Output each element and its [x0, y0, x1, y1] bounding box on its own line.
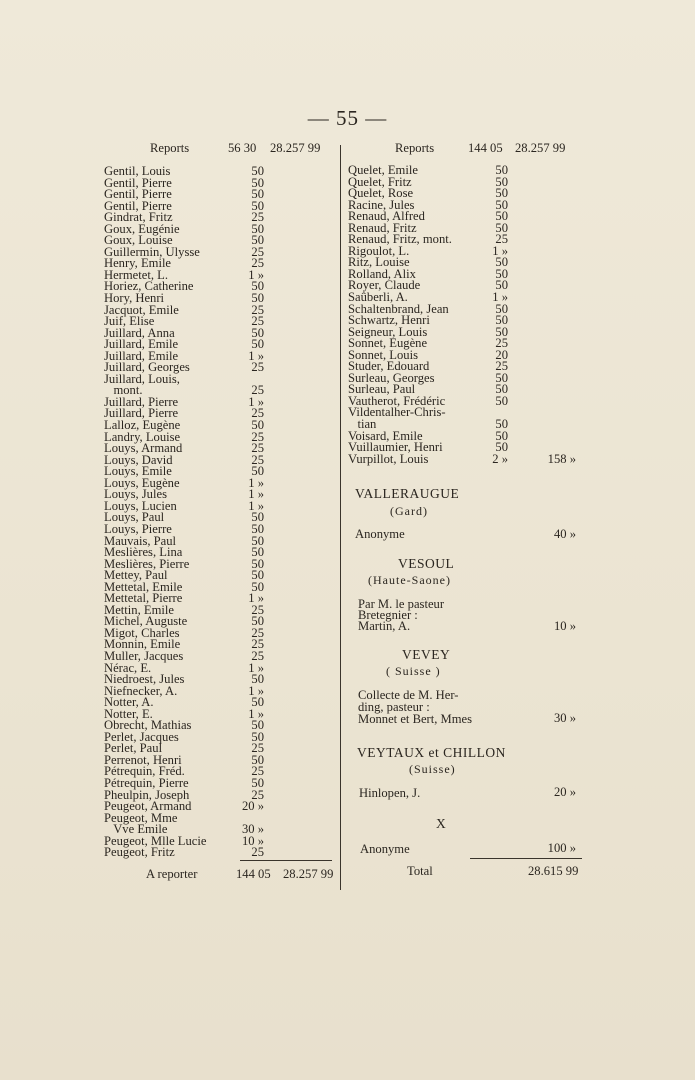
- donor-name: Vautherot, Frédéric: [348, 393, 446, 408]
- left-subtotal-rule: [240, 860, 332, 861]
- donor-name: Gentil, Pierre: [104, 198, 172, 213]
- donor-amount: 50: [251, 579, 264, 594]
- donor-name: Juillard, Emile: [104, 337, 179, 352]
- donor-name: Surleau, Paul: [348, 382, 416, 397]
- donor-name: Quelet, Fritz: [348, 174, 412, 189]
- donor-name: Quelet, Emile: [348, 163, 418, 177]
- donor-name: Gentil, Pierre: [104, 187, 172, 202]
- donor-amount: 25: [251, 383, 264, 398]
- section-subtitle: ( Suisse ): [386, 664, 441, 678]
- donor-amount: 50: [251, 775, 264, 790]
- donor-amount: 50: [251, 187, 264, 202]
- section-line: Hinlopen, J.: [359, 786, 421, 800]
- donor-name: Migot, Charles: [104, 625, 180, 640]
- section-subtitle: (Suisse): [409, 762, 456, 776]
- left-reports-label: Reports: [150, 141, 190, 155]
- donor-amount: 50: [251, 718, 264, 733]
- donor-amount: 1 »: [492, 243, 508, 258]
- donor-name: Mettetal, Pierre: [104, 591, 183, 606]
- donor-name: Schaltenbrand, Jean: [348, 301, 449, 316]
- donor-amount: 50: [495, 197, 508, 212]
- donor-name: Obrecht, Mathias: [104, 718, 192, 733]
- donor-name: Notter, A.: [104, 695, 154, 710]
- donor-name: Peugeot, Mlle Lucie: [104, 833, 207, 848]
- donor-amount: 50: [495, 324, 508, 339]
- donor-amount: 1 »: [248, 487, 264, 502]
- donor-amount: 50: [495, 428, 508, 443]
- section-line: Par M. le pasteur: [358, 597, 445, 611]
- donor-name: Perrenot, Henri: [104, 752, 182, 767]
- section-title: VEYTAUX et CHILLON: [357, 745, 506, 760]
- donor-amount: 25: [251, 429, 264, 444]
- section-amount: 10 »: [553, 619, 576, 633]
- left-footer-v1: 144 05: [236, 867, 271, 881]
- donor-name: Louys, Emile: [104, 464, 172, 479]
- donor-name: Mettin, Emile: [104, 602, 174, 617]
- donor-amount: 30 »: [241, 822, 264, 837]
- donor-name: Royer, Claude: [348, 278, 421, 293]
- donor-name: Horiez, Catherine: [104, 279, 194, 294]
- donor-amount: 25: [251, 406, 264, 421]
- donor-amount: 50: [495, 440, 508, 455]
- donor-amount: 25: [495, 232, 508, 247]
- section-title: X: [436, 816, 447, 831]
- donor-name: Juillard, Georges: [104, 360, 190, 375]
- donor-amount: 50: [251, 614, 264, 629]
- donor-amount: 50: [251, 279, 264, 294]
- donor-amount: 50: [251, 291, 264, 306]
- section-amount: 40 »: [553, 527, 576, 541]
- donor-amount: 1 »: [248, 475, 264, 490]
- donor-amount: 1 »: [248, 683, 264, 698]
- donor-amount: 50: [495, 313, 508, 328]
- donor-name: Mettey, Paul: [104, 568, 168, 583]
- section-amount: 30 »: [553, 711, 576, 725]
- donor-name: Vurpillot, Louis: [348, 451, 429, 466]
- donor-amount: 25: [251, 256, 264, 271]
- donor-name: Juillard, Pierre: [104, 394, 179, 409]
- donor-amount: 50: [251, 729, 264, 744]
- section-amount: 20 »: [553, 785, 576, 799]
- donor-name: Muller, Jacques: [104, 648, 184, 663]
- donor-name: Sonnet, Louis: [348, 347, 418, 362]
- right-reports-label: Reports: [395, 141, 435, 155]
- donor-name: Pétrequin, Fréd.: [104, 764, 185, 779]
- donor-name: tian: [348, 417, 377, 432]
- donor-amount: 50: [495, 220, 508, 235]
- donor-name: Vuillaumier, Henri: [348, 440, 443, 455]
- donor-name: Vve Emile: [104, 822, 168, 837]
- donor-name: Saûberli, A.: [348, 290, 408, 305]
- donor-amount: 50: [251, 233, 264, 248]
- donor-name: Niefnecker, A.: [104, 683, 178, 698]
- donor-amount: 20 »: [241, 799, 264, 814]
- right-reports-v1: 144 05: [468, 141, 503, 155]
- donor-amount: 50: [495, 174, 508, 189]
- donor-name: Louys, Pierre: [104, 521, 172, 536]
- donor-name: Louys, Armand: [104, 441, 183, 456]
- donor-amount: 50: [251, 545, 264, 560]
- donor-amount: 50: [251, 337, 264, 352]
- donor-amount: 25: [495, 359, 508, 374]
- donor-amount: 50: [495, 301, 508, 316]
- donor-amount: 25: [251, 845, 264, 860]
- donor-name: Renaud, Fritz, mont.: [348, 232, 452, 247]
- donor-name: Louys, Eugène: [104, 475, 180, 490]
- left-reports-v2: 28.257 99: [270, 141, 321, 155]
- donor-name: Juillard, Emile: [104, 348, 179, 363]
- donor-amount: 50: [251, 672, 264, 687]
- section-line: Collecte de M. Her-: [358, 688, 459, 702]
- donor-name: Hermetet, L.: [104, 267, 168, 282]
- column-divider: [340, 145, 341, 890]
- section-line: Anonyme: [360, 842, 410, 856]
- donor-name: Surleau, Georges: [348, 370, 435, 385]
- donor-amount: 50: [251, 695, 264, 710]
- donor-amount: 25: [251, 741, 264, 756]
- donor-name: Renaud, Alfred: [348, 209, 425, 224]
- donor-amount: 50: [495, 278, 508, 293]
- donor-amount: 25: [251, 602, 264, 617]
- page-number: — 55 —: [307, 106, 388, 130]
- donor-amount: 20: [495, 347, 508, 362]
- donor-name: Pétrequin, Pierre: [104, 775, 189, 790]
- donor-amount: 50: [495, 209, 508, 224]
- donor-amount: 25: [251, 625, 264, 640]
- donor-amount: 50: [495, 163, 508, 177]
- donor-amount: 25: [251, 314, 264, 329]
- donor-name: Peugeot, Fritz: [104, 845, 175, 860]
- donor-amount: 50: [251, 464, 264, 479]
- donor-name: Ritz, Louise: [348, 255, 410, 270]
- donor-amount: 1 »: [248, 348, 264, 363]
- section-line: Martin, A.: [358, 619, 411, 633]
- donor-amount: 50: [495, 382, 508, 397]
- donor-name: Niedroest, Jules: [104, 672, 185, 687]
- donor-amount: 25: [251, 302, 264, 317]
- donor-name: Vildentalher-Chris-: [348, 405, 446, 420]
- donor-name: mont.: [104, 383, 143, 398]
- donor-name: Rigoulot, L.: [348, 243, 410, 258]
- donor-name: Juif, Elise: [104, 314, 155, 329]
- donor-amount: 1 »: [248, 498, 264, 513]
- donor-name: Juillard, Pierre: [104, 406, 179, 421]
- donor-amount: 50: [251, 325, 264, 340]
- section-subtitle: (Haute-Saone): [368, 573, 451, 587]
- donor-name: Gindrat, Fritz: [104, 210, 173, 225]
- donor-amount: 50: [251, 533, 264, 548]
- section-line: Monnet et Bert, Mmes: [358, 712, 473, 726]
- donor-name: Landry, Louise: [104, 429, 181, 444]
- donor-amount: 50: [495, 393, 508, 408]
- donor-name: Hory, Henri: [104, 291, 165, 306]
- right-donor-list: [348, 165, 588, 465]
- section-line: Anonyme: [355, 527, 405, 541]
- donor-name: Juillard, Louis,: [104, 371, 180, 386]
- donor-amount: 50: [251, 418, 264, 433]
- donor-name: Mauvais, Paul: [104, 533, 177, 548]
- donor-name: Henry, Emile: [104, 256, 172, 271]
- section-amount: 100 »: [547, 841, 576, 855]
- donor-name: Racine, Jules: [348, 197, 415, 212]
- donor-name: Jacquot, Emile: [104, 302, 179, 317]
- running-total: 158 »: [547, 451, 576, 466]
- donor-amount: 50: [251, 510, 264, 525]
- donor-amount: 50: [495, 266, 508, 281]
- donor-amount: 50: [495, 370, 508, 385]
- donor-name: Pheulpin, Joseph: [104, 787, 190, 802]
- donor-amount: 50: [251, 568, 264, 583]
- donor-name: Gentil, Pierre: [104, 175, 172, 190]
- section-title: VEVEY: [402, 647, 451, 662]
- donor-name: Voisard, Emile: [348, 428, 423, 443]
- donor-amount: 25: [251, 637, 264, 652]
- donor-amount: 1 »: [248, 591, 264, 606]
- donor-name: Quelet, Rose: [348, 186, 414, 201]
- donor-name: Mettetal, Emile: [104, 579, 183, 594]
- right-total-rule: [470, 858, 582, 859]
- donor-name: Renaud, Fritz: [348, 220, 417, 235]
- donor-name: Meslières, Lina: [104, 545, 183, 560]
- donor-amount: 1 »: [248, 267, 264, 282]
- list-item: [348, 407, 588, 419]
- donor-amount: 25: [251, 360, 264, 375]
- donor-amount: 25: [251, 764, 264, 779]
- donor-name: Studer, Edouard: [348, 359, 430, 374]
- donor-amount: 25: [251, 441, 264, 456]
- donor-amount: 50: [495, 417, 508, 432]
- donor-name: Juillard, Anna: [104, 325, 175, 340]
- section-title: VALLERAUGUE: [355, 486, 460, 501]
- donor-amount: 25: [251, 787, 264, 802]
- donor-name: Nérac, E.: [104, 660, 152, 675]
- donor-name: Perlet, Jacques: [104, 729, 179, 744]
- donor-name: Louys, Paul: [104, 510, 165, 525]
- section-subtitle: (Gard): [390, 504, 428, 518]
- donor-amount: 50: [251, 752, 264, 767]
- donor-name: Goux, Louise: [104, 233, 173, 248]
- donor-name: Goux, Eugénie: [104, 221, 180, 236]
- donor-name: Louys, Lucien: [104, 498, 177, 513]
- left-footer-v2: 28.257 99: [283, 867, 334, 881]
- donor-name: Gentil, Louis: [104, 164, 171, 178]
- donor-amount: 50: [251, 198, 264, 213]
- donor-amount: 25: [251, 648, 264, 663]
- donor-amount: 50: [251, 175, 264, 190]
- donor-name: Peugeot, Mme: [104, 810, 178, 825]
- donor-name: Seigneur, Louis: [348, 324, 428, 339]
- section-title: VESOUL: [398, 556, 455, 571]
- donor-name: Peugeot, Armand: [104, 799, 192, 814]
- donor-amount: 1 »: [248, 660, 264, 675]
- total-value: 28.615 99: [528, 864, 579, 878]
- donor-name: Perlet, Paul: [104, 741, 163, 756]
- donor-name: Rolland, Alix: [348, 266, 416, 281]
- donor-amount: 50: [251, 164, 264, 178]
- list-item: [348, 451, 588, 466]
- donor-amount: 50: [251, 521, 264, 536]
- donor-name: Guillermin, Ulysse: [104, 244, 200, 259]
- section-line: ding, pasteur :: [358, 700, 430, 714]
- left-reports-v1: 56 30: [228, 141, 257, 155]
- total-label: Total: [407, 864, 433, 878]
- donor-amount: 25: [251, 452, 264, 467]
- donor-amount: 1 »: [248, 394, 264, 409]
- donor-name: Lalloz, Eugène: [104, 418, 181, 433]
- list-item: [104, 847, 334, 859]
- donor-amount: 50: [251, 221, 264, 236]
- donor-name: Louys, Jules: [104, 487, 167, 502]
- donor-amount: 25: [251, 210, 264, 225]
- donor-name: Meslières, Pierre: [104, 556, 190, 571]
- donor-amount: 50: [251, 556, 264, 571]
- donor-name: Louys, David: [104, 452, 173, 467]
- left-donor-list: [104, 166, 334, 859]
- donor-name: Notter, E.: [104, 706, 153, 721]
- section-line: Bretegnier :: [358, 608, 418, 622]
- left-footer-label: A reporter: [146, 867, 198, 881]
- donor-name: Michel, Auguste: [104, 614, 188, 629]
- donor-name: Schwartz, Henri: [348, 313, 430, 328]
- donor-amount: 1 »: [492, 290, 508, 305]
- donor-amount: 10 »: [241, 833, 264, 848]
- right-reports-v2: 28.257 99: [515, 141, 566, 155]
- donor-amount: 2 »: [492, 451, 508, 466]
- donor-amount: 25: [251, 244, 264, 259]
- donor-name: Sonnet, Eugène: [348, 336, 428, 351]
- donor-amount: 50: [495, 255, 508, 270]
- donor-amount: 50: [495, 186, 508, 201]
- donor-name: Monnin, Emile: [104, 637, 181, 652]
- donor-amount: 25: [495, 336, 508, 351]
- donor-amount: 1 »: [248, 706, 264, 721]
